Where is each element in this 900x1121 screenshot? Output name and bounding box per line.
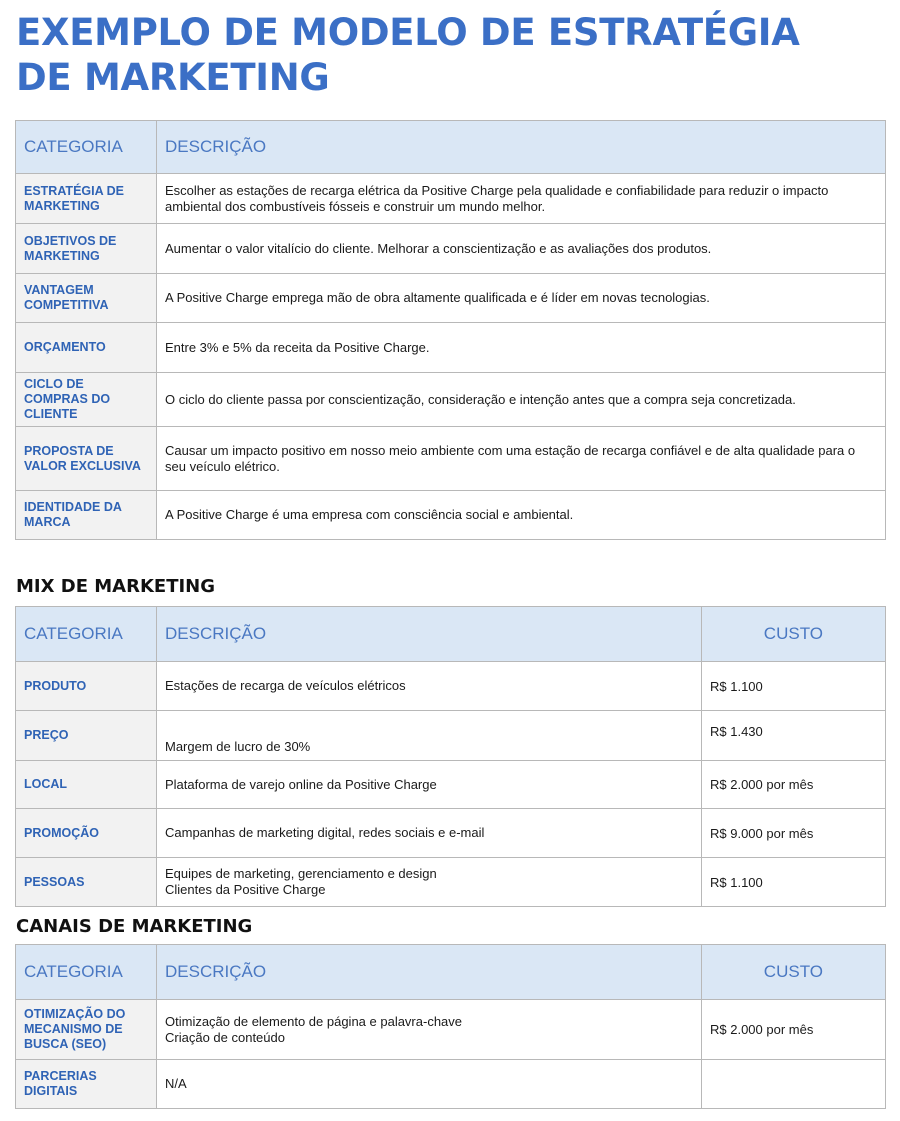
table-row xyxy=(16,491,886,540)
row-category: PARCERIAS DIGITAIS xyxy=(16,1060,157,1109)
row-category: IDENTIDADE DA MARCA xyxy=(16,491,157,540)
table-row xyxy=(16,809,886,858)
row-description: Aumentar o valor vitalício do cliente. Melhorar a conscientização e as avaliações dos produtos. xyxy=(157,224,886,274)
row-description: A Positive Charge é uma empresa com consciência social e ambiental. xyxy=(157,491,886,540)
row-description: O ciclo do cliente passa por conscientização, consideração e intenção antes que a compra seja concretizada. xyxy=(157,373,886,427)
table-row xyxy=(16,373,886,427)
row-description xyxy=(157,858,702,907)
channels-table-header xyxy=(16,945,886,1000)
table-row xyxy=(16,761,886,809)
row-cost: R$ 1.100 xyxy=(702,662,886,711)
row-category: ORÇAMENTO xyxy=(16,323,157,373)
mix-header-cost: CUSTO xyxy=(702,607,886,662)
row-description xyxy=(157,1000,702,1060)
table-row xyxy=(16,224,886,274)
mix-table-header xyxy=(16,607,886,662)
table-row xyxy=(16,1000,886,1060)
row-description: Escolher as estações de recarga elétrica da Positive Charge pela qualidade e confiabilidade para reduzir o impacto ambiental dos combustíveis fósseis e construir um mundo melhor. xyxy=(157,174,886,224)
row-category: PREÇO xyxy=(16,711,157,761)
page-title-line2: DE MARKETING xyxy=(16,56,330,99)
channels-header-description: DESCRIÇÃO xyxy=(157,945,702,1000)
row-category: ESTRATÉGIA DE MARKETING xyxy=(16,174,157,224)
row-description: Plataforma de varejo online da Positive Charge xyxy=(157,761,702,809)
row-description: Campanhas de marketing digital, redes sociais e e-mail xyxy=(157,809,702,858)
row-description-line: Otimização de elemento de página e palavra-chave xyxy=(165,1013,463,1029)
mix-section-title: MIX DE MARKETING xyxy=(16,576,216,597)
row-category: OBJETIVOS DE MARKETING xyxy=(16,224,157,274)
page-title xyxy=(16,10,800,100)
row-category: PRODUTO xyxy=(16,662,157,711)
table-row xyxy=(16,662,886,711)
row-cost xyxy=(702,1060,886,1109)
table-row xyxy=(16,274,886,323)
row-cost: R$ 1.430 xyxy=(702,711,886,761)
strategy-table xyxy=(15,120,886,540)
row-category: PROPOSTA DE VALOR EXCLUSIVA xyxy=(16,427,157,491)
strategy-header-description: DESCRIÇÃO xyxy=(157,121,886,174)
row-category: OTIMIZAÇÃO DO MECANISMO DE BUSCA (SEO) xyxy=(16,1000,157,1060)
table-row xyxy=(16,1060,886,1109)
strategy-table-header xyxy=(16,121,886,174)
mix-header-category: CATEGORIA xyxy=(16,607,157,662)
row-description: N/A xyxy=(157,1060,702,1109)
mix-header-description: DESCRIÇÃO xyxy=(157,607,702,662)
strategy-header-category: CATEGORIA xyxy=(16,121,157,174)
row-category: VANTAGEM COMPETITIVA xyxy=(16,274,157,323)
mix-table xyxy=(15,606,886,907)
row-description: Entre 3% e 5% da receita da Positive Charge. xyxy=(157,323,886,373)
row-description-line: Clientes da Positive Charge xyxy=(165,882,326,897)
row-description: Estações de recarga de veículos elétricos xyxy=(157,662,702,711)
table-row xyxy=(16,858,886,907)
row-description: Margem de lucro de 30% xyxy=(157,711,702,761)
row-description-line: Equipes de marketing, gerenciamento e design xyxy=(165,866,437,881)
row-description: A Positive Charge emprega mão de obra altamente qualificada e é líder em novas tecnologias. xyxy=(157,274,886,323)
page-title-line1: EXEMPLO DE MODELO DE ESTRATÉGIA xyxy=(16,11,800,54)
table-row xyxy=(16,427,886,491)
row-category: PESSOAS xyxy=(16,858,157,907)
table-row xyxy=(16,711,886,761)
table-row xyxy=(16,323,886,373)
row-category: LOCAL xyxy=(16,761,157,809)
row-cost: R$ 9.000 por mês xyxy=(702,809,886,858)
row-cost: R$ 1.100 xyxy=(702,858,886,907)
channels-header-category: CATEGORIA xyxy=(16,945,157,1000)
channels-table xyxy=(15,944,886,1109)
channels-section-title: CANAIS DE MARKETING xyxy=(16,916,253,937)
table-row xyxy=(16,174,886,224)
row-description: Causar um impacto positivo em nosso meio ambiente com uma estação de recarga confiável e de alta qualidade para o seu veículo elétrico. xyxy=(157,427,886,491)
row-category: CICLO DE COMPRAS DO CLIENTE xyxy=(16,373,157,427)
row-cost: R$ 2.000 por mês xyxy=(702,1000,886,1060)
row-description-line: Criação de conteúdo xyxy=(165,1029,285,1045)
channels-header-cost: CUSTO xyxy=(702,945,886,1000)
row-cost: R$ 2.000 por mês xyxy=(702,761,886,809)
row-category: PROMOÇÃO xyxy=(16,809,157,858)
